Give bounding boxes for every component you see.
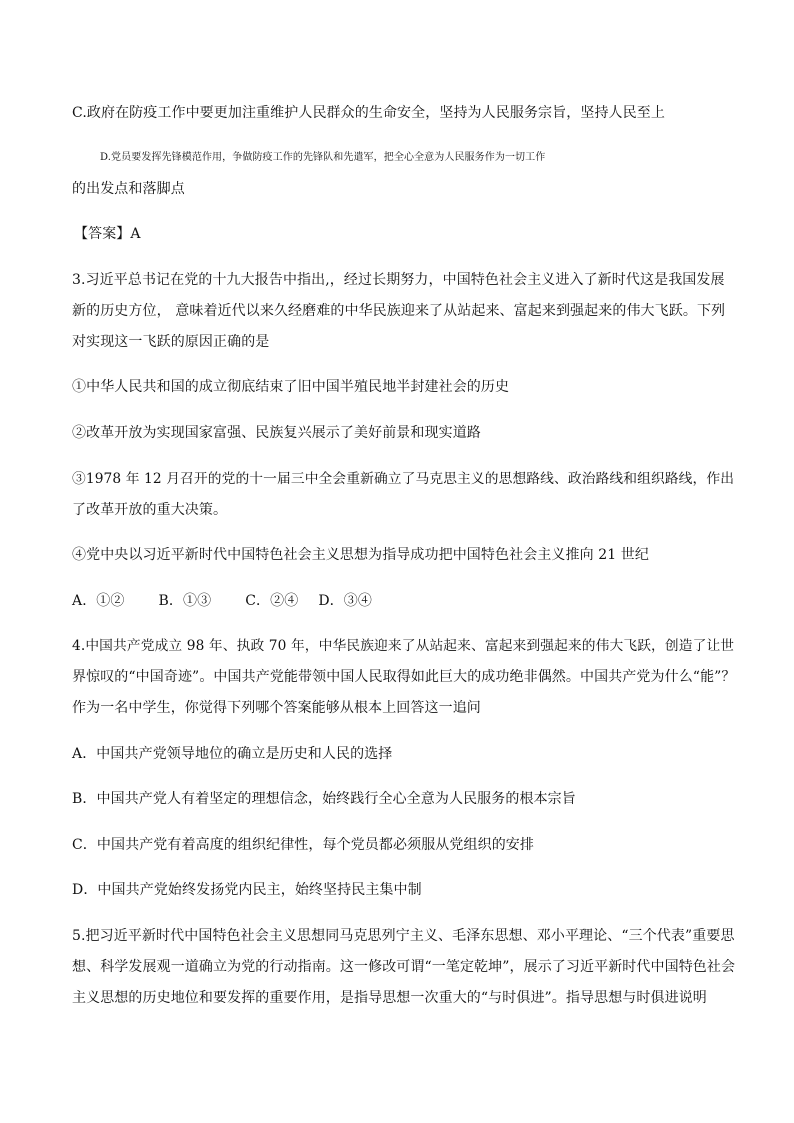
q4-stem-line3: 作为一名中学生，你觉得下列哪个答案能够从根本上回答这一追问 (72, 700, 481, 716)
q3-options (72, 592, 732, 610)
q3-stem-line1: 3.习近平总书记在党的十九大报告中指出,，经过长期努力，中国特色社会主义进入了新时代这是我国发展 (72, 272, 725, 288)
q3-item-4: ④党中央以习近平新时代中国特色社会主义思想为指导成功把中国特色社会主义推向 21 世纪 (72, 547, 650, 563)
q3-item-3-line1: ③1978 年 12 月召开的党的十一届三中全会重新确立了马克思主义的思想路线、政治路线和组织路线，作出 (72, 471, 735, 487)
q4-stem-line1: 4.中国共产党成立 98 年、执政 70 年，中华民族迎来了从站起来、富起来到强起来的伟大飞跃，创造了让世 (72, 638, 735, 654)
q2-answer: 【答案】A (74, 226, 141, 242)
q4-stem-line2: 界惊叹的“中国奇迹”。中国共产党能带领中国人民取得如此巨大的成功绝非偶然。中国共产党为什么“能”？ (72, 669, 736, 685)
q3-stem-line3: 对实现这一飞跃的原因正确的是 (72, 334, 270, 350)
q5-stem-line3: 主义思想的历史地位和要发挥的重要作用，是指导思想一次重大的“与时俱进”。指导思想与时俱进说明 (72, 990, 707, 1006)
q4-option-a: A．中国共产党领导地位的确立是历史和人民的选择 (72, 746, 393, 762)
q4-option-d: D．中国共产党始终发扬党内民主，始终坚持民主集中制 (72, 882, 422, 898)
q3-stem-line2: 新的历史方位， 意味着近代以来久经磨难的中华民族迎来了从站起来、富起来到强起来的伟大飞跃。下列 (72, 303, 726, 319)
q3-item-1: ①中华人民共和国的成立彻底结束了旧中国半殖民地半封建社会的历史 (72, 379, 510, 395)
q2-option-d-line1: D.党员要发挥先锋模范作用，争做防疫工作的先锋队和先遣军，把全心全意为人民服务作为一切工作 (100, 152, 546, 163)
q4-option-b: B．中国共产党人有着坚定的理想信念，始终践行全心全意为人民服务的根本宗旨 (72, 791, 576, 807)
q3-option-b: B．①③ (158, 593, 212, 609)
q3-option-c: C．②④ (245, 593, 299, 609)
q5-stem-line2: 想、科学发展观一道确立为党的行动指南。这一修改可谓“一笔定乾坤”，展示了习近平新时代中国特色社会 (72, 959, 736, 975)
q2-option-d-line2: 的出发点和落脚点 (72, 181, 185, 197)
q4-option-c: C．中国共产党有着高度的组织纪律性，每个党员都必须服从党组织的安排 (72, 837, 535, 853)
q3-item-3-line2: 了改革开放的重大决策。 (72, 502, 228, 518)
q3-option-a: A．①② (72, 593, 125, 609)
q3-option-d: D．③④ (318, 593, 372, 609)
q3-item-2: ②改革开放为实现国家富强、民族复兴展示了美好前景和现实道路 (72, 425, 481, 441)
q5-stem-line1: 5.把习近平新时代中国特色社会主义思想同马克思列宁主义、毛泽东思想、邓小平理论、“三个代表”重要思 (72, 928, 735, 944)
q2-option-c: C.政府在防疫工作中要更加注重维护人民群众的生命安全，坚持为人民服务宗旨，坚持人民至上 (72, 105, 665, 121)
